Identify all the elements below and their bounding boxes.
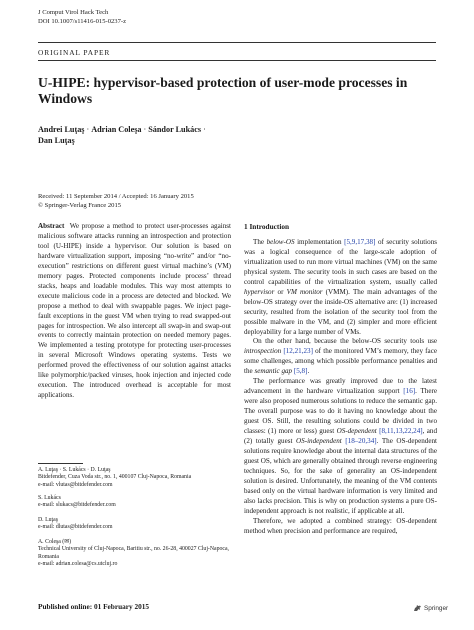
intro-paragraph xyxy=(244,517,437,537)
affiliation-line: S. Lukács xyxy=(38,495,61,501)
abstract xyxy=(38,222,231,401)
section-heading: 1 Introduction xyxy=(244,222,290,231)
publisher-name: Springer xyxy=(424,604,449,612)
header-rule-top xyxy=(38,42,436,43)
emphasis-text: OS-dependent xyxy=(336,427,377,436)
journal-doi: DOI 10.1007/s11416-015-0237-z xyxy=(38,17,127,25)
affiliation-line: e-mail: adrian.colesa@cs.utcluj.ro xyxy=(38,561,118,568)
author[interactable]: Dan Luţaş xyxy=(38,136,75,145)
body-text: of the monitored VM’s memory, they face some challenges, among which possible performance penalties and the xyxy=(244,347,437,376)
body-text: . xyxy=(307,367,310,376)
body-text: of security solutions was a logical consequence of the large-scale adoption of virtualization used to run more virtual machines (VM) on the same physical system. The security tools in such cases are based on the control capabilities of the virtualization system, usually called xyxy=(244,237,438,286)
emphasis-text: semantic gap xyxy=(254,367,293,376)
citation-link[interactable]: [18–20,34] xyxy=(345,437,377,446)
affiliation-block xyxy=(38,467,233,489)
received-accepted: Received: 11 September 2014 / Accepted: 16 January 2015 xyxy=(38,193,194,200)
citation-link[interactable]: [5,9,17,38] xyxy=(344,237,376,246)
paper-title: U-HIPE: hypervisor-based protection of user-mode processes in Windows xyxy=(38,75,408,106)
body-text: implementation xyxy=(294,237,345,246)
affiliation-email[interactable]: e-mail: dlutas@bitdefender.com xyxy=(38,524,113,531)
article-dates xyxy=(38,193,194,210)
copyright: © Springer-Verlag France 2015 xyxy=(38,201,122,209)
emphasis-text: hypervisor xyxy=(244,287,275,296)
affiliation-line: Bitdefender, Cuza Voda str., no. 1, 400107 Cluj-Napoca, Romania xyxy=(38,474,192,481)
affiliation-email[interactable]: e-mail: slukacs@bitdefender.com xyxy=(38,502,116,509)
citation-link[interactable]: [8,11,13,22,24] xyxy=(379,427,423,436)
author[interactable]: Sándor Lukács xyxy=(148,125,202,134)
author[interactable]: Adrian Coleşa xyxy=(91,125,142,134)
body-text: On the other hand, because the below-OS security tools use xyxy=(253,337,437,346)
citation-link[interactable]: [16] xyxy=(403,387,416,396)
body-text: . There were also proposed numerous solutions to reduce the semantic gap. The overall purpose was to do it having no knowledge about the guest OS. Still, the resulting solutions could be divided in two classes: (1) more or less) guest xyxy=(244,387,437,436)
intro-paragraph xyxy=(244,377,437,516)
header-rule-bottom xyxy=(38,60,436,61)
body-text: , and (2) totally guest xyxy=(244,427,438,446)
journal-name: J Comput Virol Hack Tech xyxy=(38,9,109,16)
author[interactable]: Andrei Luţaş xyxy=(38,125,85,134)
affiliation-block xyxy=(38,517,233,532)
introduction-section xyxy=(244,222,437,537)
springer-horse-icon xyxy=(413,604,422,612)
affiliation-block xyxy=(38,495,233,510)
intro-paragraph xyxy=(244,238,437,338)
body-text: Therefore, we adopted a combined strategy: OS-dependent method when precision and performance are required, xyxy=(244,516,437,535)
intro-paragraph xyxy=(244,337,437,377)
citation-link[interactable]: [5,8] xyxy=(293,367,308,376)
abstract-text: We propose a method to protect user-processes against malicious software attacks running an introspection and protection tool (U-HIPE) inside a hypervisor. Our solution is based on hardware virtualization support, imposing “no-write” and/or “no-execution” restrictions on different guest virtual machine’s (VM) memory pages. Protected components include process’ thread stacks, heaps and loadable modules. This way most attempts to execute malicious code in a process are detected and blocked. We propose a method to deal with swappable pages. We inject page-fault exceptions in the guest VM when trying to read swapped-out pages for introspection. We also intercept all swap-in and swap-out events to correctly maintain protection on needed memory pages. We implemented a testing prototype for protecting user-processes in several Microsoft Windows operating systems. Tests we performed proved the effectiveness of our solution against attacks like polymorphic/packed viruses, hook injection and injected code execution. The introduced overhead is acceptable for most applications. xyxy=(38,222,231,400)
paper-type: ORIGINAL PAPER xyxy=(38,48,111,57)
emphasis-text: VM monitor xyxy=(286,287,323,296)
affiliation-line: A. Luţaş · S. Lukács · D. Luţaş xyxy=(38,467,111,473)
affiliation-line: A. Coleşa (✉) xyxy=(38,539,72,545)
abstract-label: Abstract xyxy=(38,222,65,230)
publisher-logo xyxy=(413,604,448,612)
author-list: Andrei Luţaş · Adrian Coleşa · Sándor Lukács · Dan Luţaş xyxy=(38,125,206,145)
affiliation-line: D. Luţaş xyxy=(38,517,58,523)
body-text: . The OS-dependent solutions require knowledge about the internal data structures of the guest OS, which are generally obtained through reverse engineering techniques. So, for the sake of generality an OS-independent solution is desired. Unfortunately, the meaning of the VM contents based only on the virtual hardware information is very limited and also lacks precision. This is why on production systems a pure OS-independent approach is not realistic, if applicable at all. xyxy=(244,437,437,515)
affiliation-block xyxy=(38,539,233,569)
emphasis-text: OS-independent xyxy=(296,437,342,446)
emphasis-text: introspection xyxy=(244,347,282,356)
body-text: The performance was greatly improved due to the latest advancement in the hardware virtualization support xyxy=(244,377,437,396)
affiliation-email[interactable]: e-mail: vlutas@bitdefender.com xyxy=(38,481,113,488)
emphasis-text: below-OS xyxy=(266,237,295,246)
journal-header xyxy=(38,9,126,26)
body-text: (VMM). The main advantages of the below-OS strategy over the inside-OS alternative are: (1) increased security, resulted from the isolation of the security tool from the possible malware in the VM, and (2) simpler and more efficient deployability for a large number of VMs. xyxy=(244,287,437,336)
affiliation-line: Technical University of Cluj-Napoca, Baritiu str., no. 26-28, 400027 Cluj-Napoca, Romania xyxy=(38,546,230,560)
body-text: The xyxy=(253,237,267,246)
footnote-rule xyxy=(38,463,83,464)
published-online: Published online: 01 February 2015 xyxy=(38,602,150,611)
citation-link[interactable]: [12,21,23] xyxy=(283,347,313,356)
body-text: or xyxy=(274,287,287,296)
